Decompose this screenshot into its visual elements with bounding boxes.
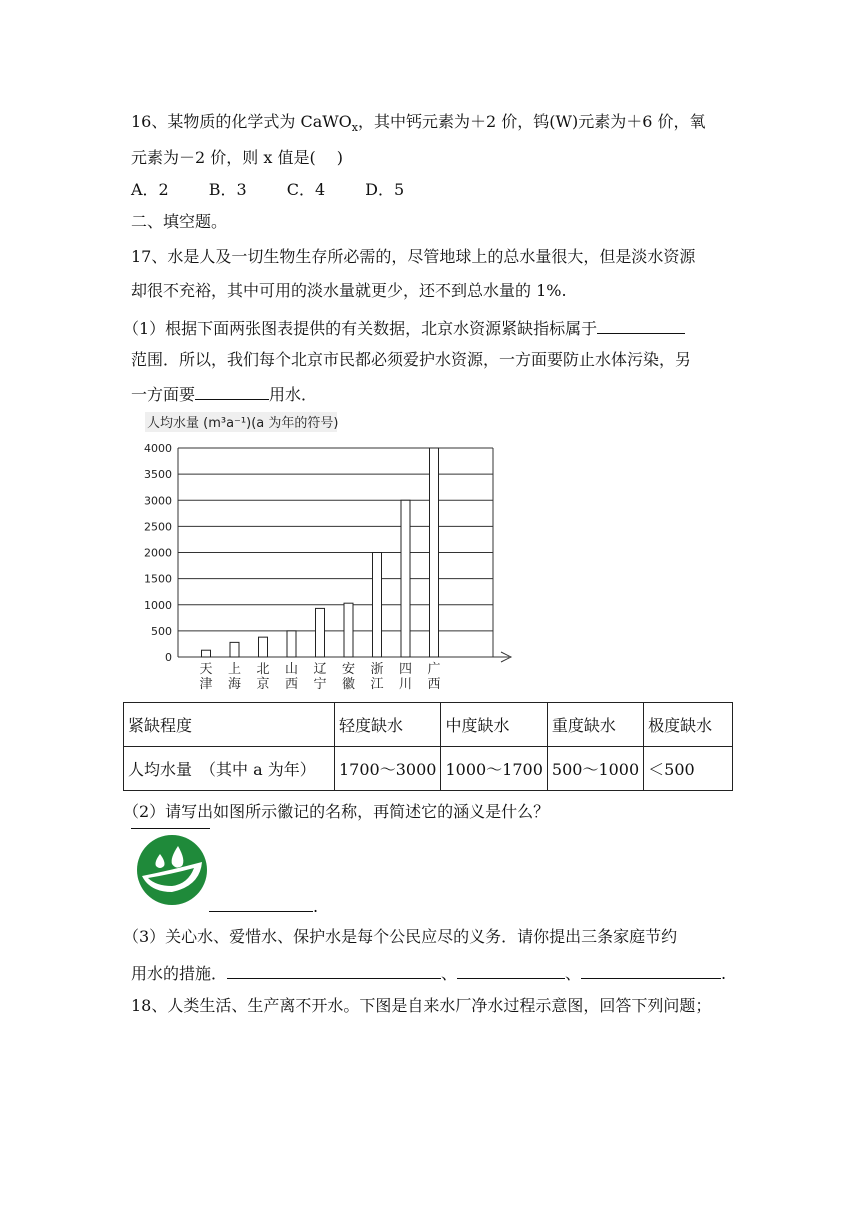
x-tick-label: 京 — [256, 677, 270, 692]
x-tick-label: 海 — [227, 677, 242, 692]
x-tick-label: 辽 — [313, 662, 327, 677]
answer-blank[interactable] — [209, 895, 313, 912]
x-tick-label: 浙 — [370, 662, 384, 677]
option-c: C．4 — [286, 180, 326, 199]
chart-title — [145, 412, 338, 432]
q17-part3-text: 用水的措施． — [131, 964, 228, 983]
option-a: A．2 — [131, 180, 169, 199]
chart-y-ticks — [144, 442, 172, 664]
x-tick-label: 津 — [199, 677, 213, 692]
x-tick-label: 安 — [341, 662, 356, 677]
q17-part2-answer — [209, 895, 318, 917]
y-tick-label: 3500 — [144, 468, 172, 482]
bar — [202, 650, 211, 657]
bar — [401, 500, 410, 657]
x-tick-label: 西 — [284, 677, 299, 692]
x-tick-label: 宁 — [313, 677, 327, 692]
x-tick-label: 山 — [284, 662, 299, 677]
x-tick-label: 北 — [256, 662, 270, 677]
scarcity-table — [123, 702, 733, 791]
option-b: B．3 — [208, 180, 247, 199]
q17-line2: 却很不充裕，其中可用的淡水量就更少，还不到总水量的 1%. — [131, 281, 567, 300]
answer-blank[interactable] — [581, 962, 721, 979]
q16-text-b: ，其中钙元素为＋2 价，钨(W)元素为＋6 价，氧 — [358, 112, 706, 131]
table-header-row — [124, 703, 733, 747]
table-cell: 紧缺程度 — [124, 703, 335, 747]
q17-part3-line2 — [131, 962, 726, 984]
q17-part1-line2: 范围．所以，我们每个北京市民都必须爱护水资源，一方面要防止水体污染，另 — [131, 350, 692, 369]
bar — [344, 603, 353, 657]
q17-line1: 17、水是人及一切生物生存所必需的，尽管地球上的总水量很大，但是淡水资源 — [131, 247, 696, 266]
y-tick-label: 1500 — [144, 572, 172, 586]
table-cell: 中度缺水 — [441, 703, 547, 747]
q17-part3-line1: （3）关心水、爱惜水、保护水是每个公民应尽的义务．请你提出三条家庭节约 — [123, 927, 678, 946]
table-cell: 极度缺水 — [644, 703, 733, 747]
q18-line1: 18、人类生活、生产离不开水。下图是自来水厂净水过程示意图，回答下列问题； — [131, 996, 712, 1015]
answer-blank[interactable] — [597, 317, 685, 334]
table-cell: 1700～3000 — [335, 747, 441, 791]
chart-x-ticks — [199, 661, 440, 692]
q17-part1-text-b: 用水． — [269, 385, 318, 404]
water-per-capita-chart — [131, 408, 521, 700]
q16-line1 — [131, 112, 705, 138]
table-cell: 500～1000 — [547, 747, 643, 791]
separator: 、 — [565, 964, 582, 983]
q17-part1-text: （1）根据下面两张图表提供的有关数据，北京水资源紧缺指标属于 — [123, 319, 598, 338]
x-tick-label: 江 — [370, 677, 384, 692]
table-cell: 轻度缺水 — [335, 703, 441, 747]
y-tick-label: 0 — [165, 651, 172, 664]
section-heading: 二、填空题。 — [131, 212, 228, 231]
answer-blank-short[interactable] — [131, 828, 210, 829]
q17-part1-line3 — [131, 383, 317, 405]
q17-part2-end: . — [313, 897, 319, 916]
q16-options — [131, 180, 444, 200]
bar — [373, 553, 382, 658]
answer-blank[interactable] — [227, 962, 441, 979]
q17-part1-text-a: 一方面要 — [131, 385, 196, 404]
x-tick-label: 川 — [398, 677, 413, 692]
option-d: D．5 — [365, 180, 405, 199]
table-cell: ＜500 — [644, 747, 733, 791]
bar — [230, 642, 239, 657]
x-tick-label: 上 — [227, 662, 242, 677]
water-saving-logo-icon — [132, 834, 212, 906]
answer-blank[interactable] — [457, 962, 565, 979]
q16-text-a: 16、某物质的化学式为 CaWO — [131, 112, 352, 131]
x-tick-label: 四 — [398, 662, 413, 677]
table-row — [124, 747, 733, 791]
bar — [430, 448, 439, 657]
y-tick-label: 2000 — [144, 546, 172, 560]
q17-part2: （2）请写出如图所示徽记的名称，再简述它的涵义是什么？ — [123, 802, 550, 821]
x-tick-label: 广 — [427, 662, 441, 677]
q17-part1-line1 — [123, 317, 685, 339]
q16-subscript: x — [351, 121, 359, 135]
x-tick-label: 天 — [199, 662, 213, 677]
table-cell: 重度缺水 — [547, 703, 643, 747]
bar — [287, 631, 296, 657]
y-tick-label: 500 — [151, 624, 172, 638]
x-tick-label: 西 — [427, 677, 441, 692]
y-tick-label: 3000 — [144, 494, 172, 508]
q17-part3-end: . — [721, 964, 727, 983]
chart-title-text: 人均水量 (m³a⁻¹)(a 为年的符号) — [147, 416, 339, 431]
y-tick-label: 2500 — [144, 520, 172, 534]
x-tick-label: 徽 — [341, 677, 356, 692]
answer-blank[interactable] — [195, 383, 269, 400]
y-tick-label: 4000 — [144, 442, 172, 455]
table-cell: 1000～1700 — [441, 747, 547, 791]
bar — [316, 608, 325, 657]
y-tick-label: 1000 — [144, 598, 172, 612]
separator: 、 — [441, 964, 458, 983]
q16-line2: 元素为－2 价，则 x 值是( ) — [131, 148, 344, 167]
bar — [259, 637, 268, 657]
table-cell: 人均水量 （其中 a 为年） — [124, 747, 335, 791]
